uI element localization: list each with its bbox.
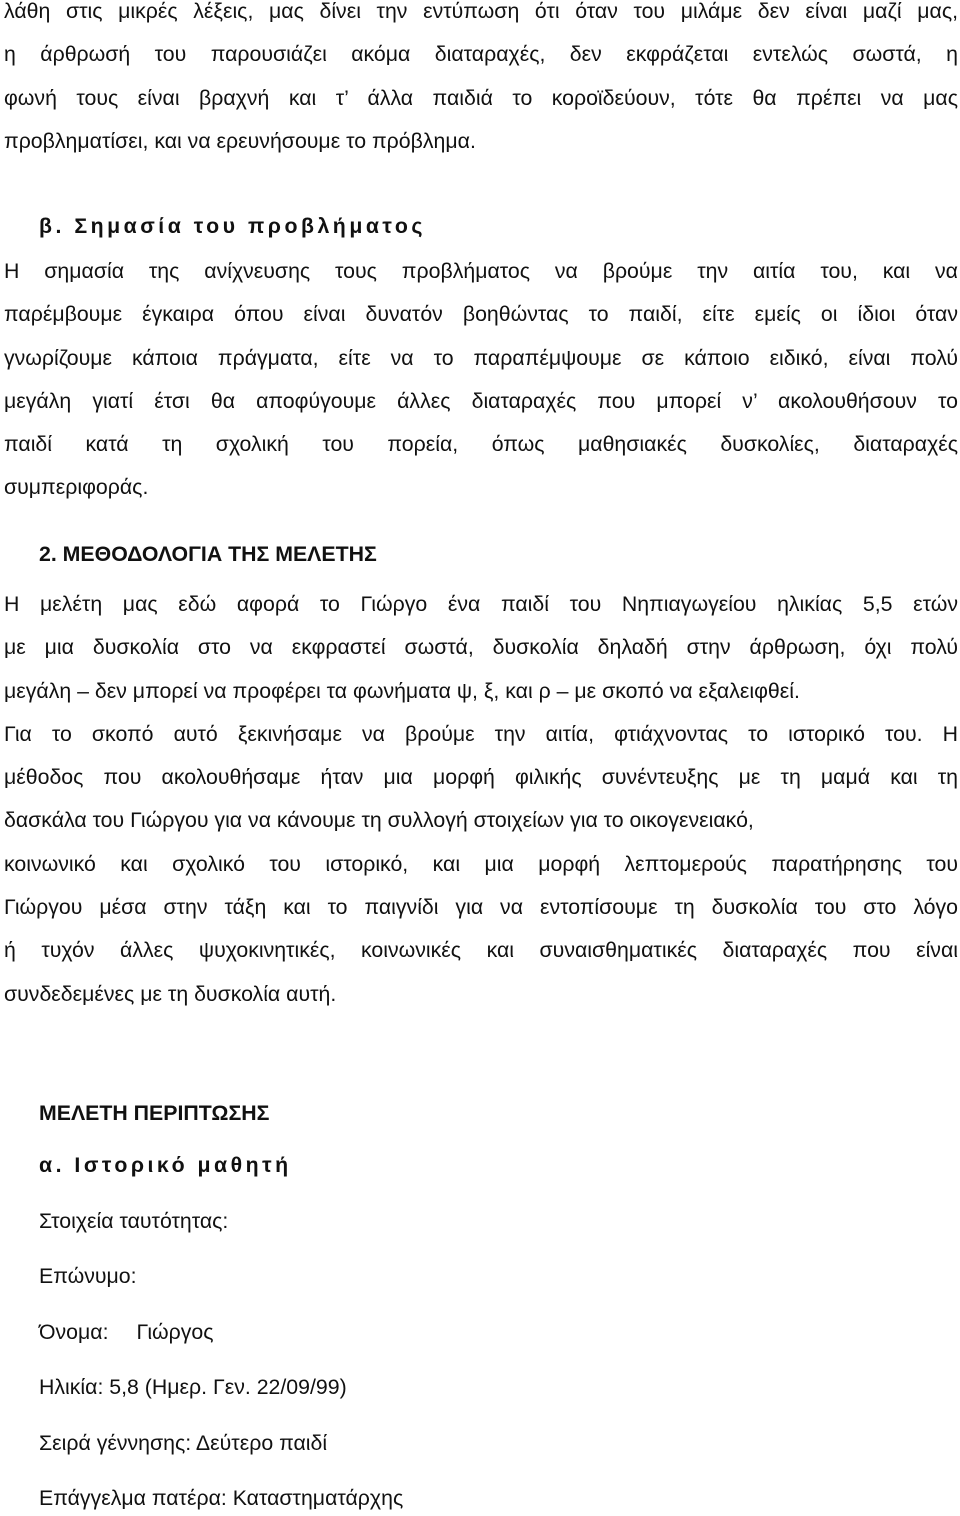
methodology-line: μεγάλη – δεν μπορεί να προφέρει τα φωνήματα ψ, ξ, και ρ – με σκοπό να εξαλειφθεί. bbox=[4, 678, 800, 703]
methodology-line: κοινωνικό και σχολικό του ιστορικό, και μια μορφή λεπτομερούς παρατήρησης του bbox=[4, 851, 958, 876]
father-occupation-line: Επάγγελμα πατέρα: Καταστηματάρχης bbox=[39, 1486, 404, 1510]
methodology-line: δασκάλα του Γιώργου για να κάνουμε τη συλλογή στοιχείων για το οικογενειακό, bbox=[4, 808, 754, 833]
identity-label: Στοιχεία ταυτότητας: bbox=[39, 1209, 229, 1233]
section-b-paragraph bbox=[4, 250, 958, 510]
methodology-line: Για το σκοπό αυτό ξεκινήσαμε να βρούμε την αιτία, φτιάχνοντας το ιστορικό του. Η bbox=[4, 721, 958, 746]
methodology-line: με μια δυσκολία στο να εκφραστεί σωστά, δυσκολία δηλαδή στην άρθρωση, όχι πολύ bbox=[4, 635, 958, 660]
methodology-line: συνδεδεμένες με τη δυσκολία αυτή. bbox=[4, 981, 337, 1006]
methodology-line: ή τυχόν άλλες ψυχοκινητικές, κοινωνικές και συναισθηματικές διαταραχές που είναι bbox=[4, 938, 958, 963]
intro-paragraph bbox=[4, 0, 958, 163]
intro-line: λάθη στις μικρές λέξεις, μας δίνει την εντύπωση ότι όταν του μιλάμε δεν είναι μαζί μας, bbox=[4, 0, 958, 23]
section-b-line: Η σημασία της ανίχνευσης τους προβλήματος να βρούμε την αιτία του, και να bbox=[4, 259, 958, 283]
name-label: Όνομα: bbox=[39, 1320, 109, 1344]
intro-line: η άρθρωσή του παρουσιάζει ακόμα διαταραχές, δεν εκφράζεται εντελώς σωστά, η bbox=[4, 42, 958, 67]
section-b-line: συμπεριφοράς. bbox=[4, 475, 149, 500]
methodology-line: μέθοδος που ακολουθήσαμε ήταν μια μορφή φιλικής συνέντευξης με τη μαμά και τη bbox=[4, 765, 958, 790]
name-value: Γιώργος bbox=[136, 1320, 214, 1344]
intro-line: φωνή τους είναι βραχνή και τ’ άλλα παιδιά το κοροϊδεύουν, τότε θα πρέπει να μας bbox=[4, 85, 958, 110]
methodology-paragraph bbox=[4, 583, 958, 1016]
section-b-line: γνωρίζουμε κάποια πράγματα, είτε να το παραπέμψουμε σε κάποιο ειδικό, είναι πολύ bbox=[4, 345, 958, 370]
intro-line: προβληματίσει, και να ερευνήσουμε το πρόβλημα. bbox=[4, 128, 476, 153]
methodology-line: Γιώργου μέσα στην τάξη και το παιγνίδι για να εντοπίσουμε τη δυσκολία του στο λόγο bbox=[4, 895, 958, 920]
name-row bbox=[39, 1320, 214, 1345]
student-history-heading: α. Ιστορικό μαθητή bbox=[39, 1153, 292, 1177]
age-line: Ηλικία: 5,8 (Ημερ. Γεν. 22/09/99) bbox=[39, 1375, 347, 1399]
methodology-line: Η μελέτη μας εδώ αφορά το Γιώργο ένα παιδί του Νηπιαγωγείου ηλικίας 5,5 ετών bbox=[4, 592, 958, 616]
section-b-line: μεγάλη γιατί έτσι θα αποφύγουμε άλλες διαταραχές που μπορεί ν’ ακολουθήσουν το bbox=[4, 388, 958, 413]
methodology-heading: 2. ΜΕΘΟΔΟΛΟΓΙΑ ΤΗΣ ΜΕΛΕΤΗΣ bbox=[39, 542, 377, 566]
section-b-line: παιδί κατά τη σχολική του πορεία, όπως μαθησιακές δυσκολίες, διαταραχές bbox=[4, 432, 958, 457]
section-b-line: παρέμβουμε έγκαιρα όπου είναι δυνατόν βοηθώντας το παιδί, είτε εμείς οι ίδιοι όταν bbox=[4, 302, 958, 327]
birth-order-line: Σειρά γέννησης: Δεύτερο παιδί bbox=[39, 1431, 328, 1455]
section-b-heading: β. Σημασία του προβλήματος bbox=[39, 214, 426, 238]
case-study-heading: ΜΕΛΕΤΗ ΠΕΡΙΠΤΩΣΗΣ bbox=[39, 1101, 270, 1125]
surname-label: Επώνυμο: bbox=[39, 1264, 137, 1288]
